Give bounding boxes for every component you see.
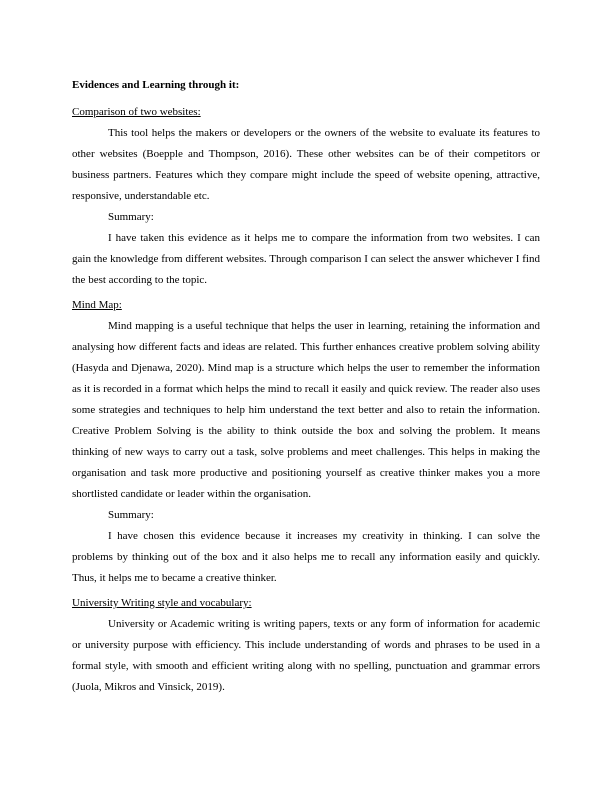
section-body: University or Academic writing is writing papers, texts or any form of information for academic or university purpose with efficiency. This include understanding of words and phrases to be used in a formal style, with smooth and efficient writing along with no spelling, punctuation and grammar errors (Juola, Mikros and Vinsick, 2019). bbox=[72, 618, 540, 693]
section-heading: University Writing style and vocabulary: bbox=[72, 597, 252, 609]
summary-label: Summary: bbox=[108, 509, 154, 521]
section-heading: Comparison of two websites: bbox=[72, 106, 201, 118]
section-body: Mind mapping is a useful technique that helps the user in learning, retaining the information and analysing how different facts and ideas are related. This further enhances creative problem solving ability (Hasyda and Djenawa, 2020). Mind map is a structure which helps the user to remember the information as it is recorded in a format which helps the mind to recall it easily and quick review. The reader also uses some strategies and techniques to help him understand the text better and also to retain the information. Creative Problem Solving is the ability to think outside the box and solving the problem. It means thinking of new ways to carry out a task, solve problems and meet challenges. This helps in making the organisation and task more productive and positioning yourself as creative thinker makes you a more shortlisted candidate or leader within the organisation. bbox=[72, 320, 540, 500]
page-title: Evidences and Learning through it: bbox=[72, 79, 240, 91]
section-comparison bbox=[72, 102, 540, 291]
section-mind-map bbox=[72, 295, 540, 589]
section-heading: Mind Map: bbox=[72, 299, 122, 311]
summary-label: Summary: bbox=[108, 211, 154, 223]
summary-text: I have taken this evidence as it helps me to compare the information from two websites. I can gain the knowledge from different websites. Through comparison I can select the answer whichever I find the best according to the topic. bbox=[72, 232, 540, 286]
section-body: This tool helps the makers or developers or the owners of the website to evaluate its features to other websites (Boepple and Thompson, 2016). These other websites can be of their competitors or business partners. Features which they compare might include the speed of website opening, attractive, responsive, understandable etc. bbox=[72, 127, 540, 202]
section-writing-style bbox=[72, 593, 540, 698]
document-page bbox=[72, 75, 540, 698]
summary-text: I have chosen this evidence because it increases my creativity in thinking. I can solve the problems by thinking out of the box and it also helps me to recall any information easily and quickly. Thus, it helps me to became a creative thinker. bbox=[72, 530, 540, 584]
